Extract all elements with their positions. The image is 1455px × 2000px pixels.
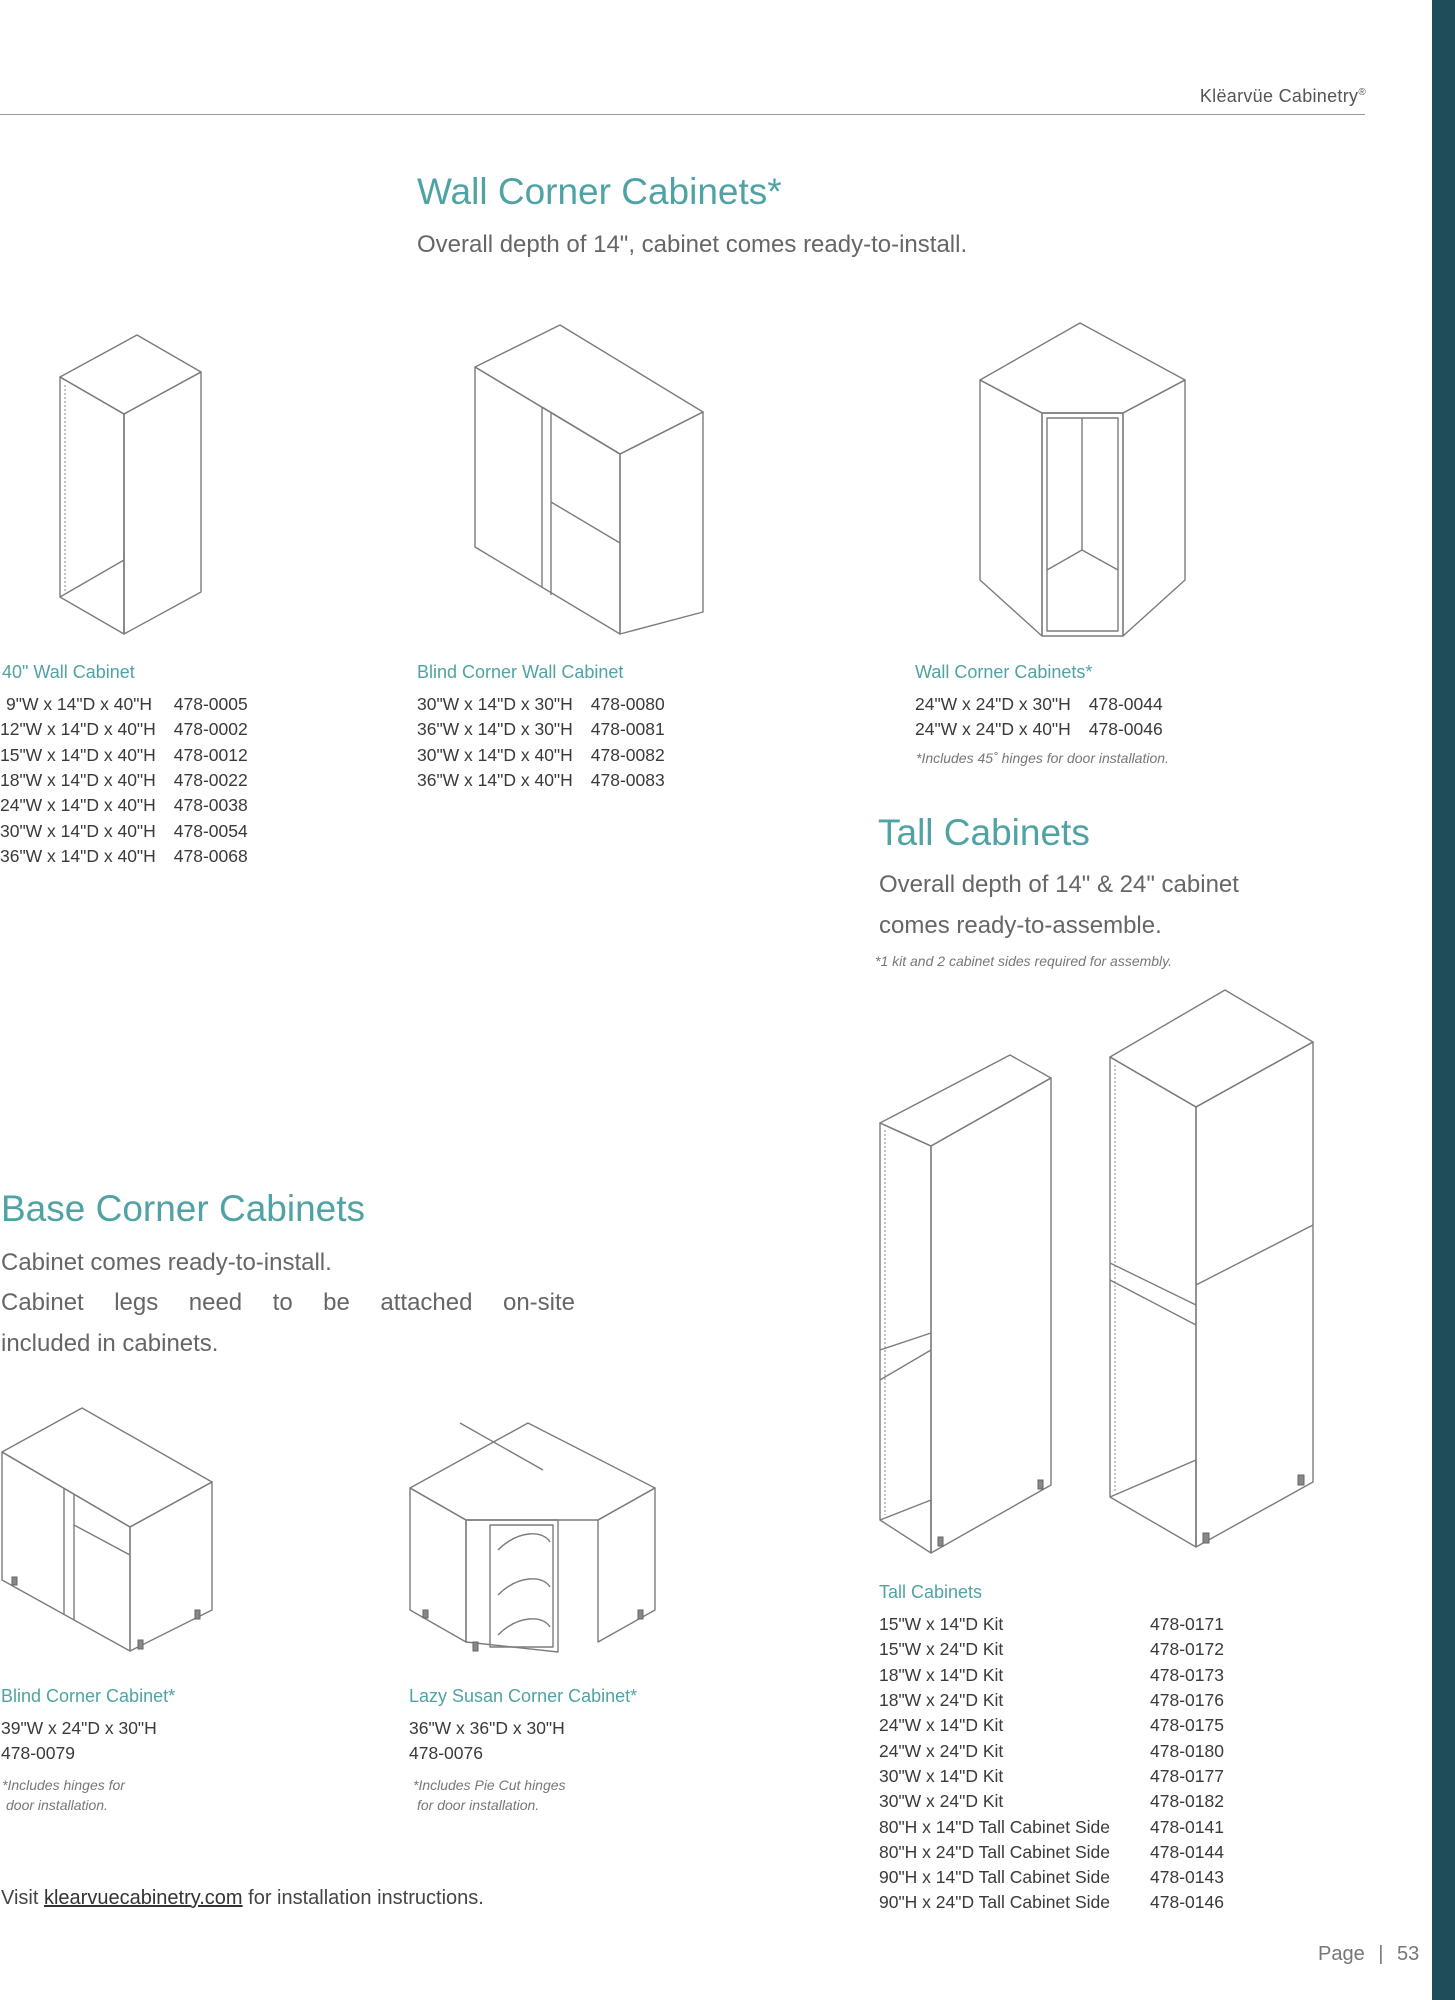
table-row: 24"W x 14"D x 40"H 478-0038 — [0, 795, 248, 816]
wall-corner-subtitle: Overall depth of 14", cabinet comes ready-to-install. — [417, 231, 968, 258]
table-row: 36"W x 14"D x 40"H 478-0068 — [0, 845, 248, 866]
blind-corner-base-illustration — [0, 1405, 220, 1655]
footer-suffix: for installation instructions. — [242, 1887, 484, 1909]
table-row: 30"W x 14"D x 40"H 478-0082 — [417, 744, 665, 765]
table-row: 36"W x 14"D x 30"H 478-0081 — [417, 719, 665, 740]
lazy-susan-illustration — [408, 1420, 658, 1660]
header-rule — [0, 114, 1365, 115]
base-corner-line-2: Cabinet legs need to be attached on-site — [1, 1289, 575, 1316]
base-corner-title: Base Corner Cabinets — [1, 1188, 366, 1229]
wall-corner-list-title: Wall Corner Cabinets* — [915, 662, 1093, 682]
wall-cabinet-40-illustration — [55, 330, 215, 640]
table-row: 15"W x 24"D Kit 478-0172 — [879, 1639, 1224, 1660]
wall-corner-illustration — [975, 318, 1195, 638]
tall-cabinet-14-illustration — [875, 1050, 1055, 1555]
website-link[interactable]: klearvuecabinetry.com — [43, 1887, 243, 1909]
blind-corner-wall-table — [417, 692, 683, 793]
tall-cabinets-title: Tall Cabinets — [878, 812, 1090, 853]
table-row: 24"W x 14"D Kit 478-0175 — [879, 1715, 1224, 1736]
tall-cabinets-subtitle-1: Overall depth of 14" & 24" cabinet — [879, 871, 1239, 898]
tall-cabinets-table — [879, 1612, 1242, 1916]
table-row: 90"H x 14"D Tall Cabinet Side 478-0143 — [879, 1867, 1224, 1888]
tall-cabinets-note: *1 kit and 2 cabinet sides required for assembly. — [875, 953, 1173, 969]
table-row: 15"W x 14"D Kit 478-0171 — [879, 1614, 1224, 1635]
blind-corner-base-size: 39"W x 24"D x 30"H — [1, 1718, 157, 1738]
table-row: 36"W x 14"D x 40"H 478-0083 — [417, 770, 665, 791]
page-edge-bar — [1432, 0, 1455, 2000]
page-label: Page — [1318, 1943, 1365, 1965]
table-row: 12"W x 14"D x 40"H 478-0002 — [0, 719, 248, 740]
base-corner-line-3: included in cabinets. — [1, 1330, 219, 1357]
wall-cabinet-40-table — [0, 692, 266, 869]
table-row: 24"W x 24"D x 40"H 478-0046 — [915, 719, 1163, 740]
table-row: 18"W x 24"D Kit 478-0176 — [879, 1690, 1224, 1711]
tall-cabinet-24-illustration — [1105, 985, 1320, 1550]
table-row: 30"W x 14"D x 40"H 478-0054 — [0, 820, 248, 841]
footer-prefix: Visit — [1, 1887, 44, 1909]
lazy-susan-size: 36"W x 36"D x 30"H — [409, 1718, 565, 1738]
blind-corner-wall-illustration — [470, 320, 710, 640]
blind-corner-base-title: Blind Corner Cabinet* — [1, 1686, 176, 1706]
table-row: 24"W x 24"D x 30"H 478-0044 — [915, 694, 1163, 715]
table-row: 15"W x 14"D x 40"H 478-0012 — [0, 744, 248, 765]
base-corner-line-1: Cabinet comes ready-to-install. — [1, 1249, 332, 1276]
lazy-susan-note-2: for door installation. — [417, 1797, 540, 1813]
table-row: 90"H x 24"D Tall Cabinet Side 478-0146 — [879, 1892, 1224, 1913]
footer-instructions — [1, 1887, 484, 1910]
page-separator: | — [1378, 1943, 1384, 1965]
lazy-susan-title: Lazy Susan Corner Cabinet* — [409, 1686, 638, 1706]
table-row: 30"W x 14"D x 30"H 478-0080 — [417, 694, 665, 715]
wall-cabinet-40-title: 40" Wall Cabinet — [2, 662, 135, 682]
blind-corner-base-note-2: door installation. — [6, 1797, 108, 1813]
table-row: 18"W x 14"D Kit 478-0173 — [879, 1664, 1224, 1685]
wall-corner-table — [915, 692, 1181, 743]
table-row: 30"W x 14"D Kit 478-0177 — [879, 1765, 1224, 1786]
table-row: 18"W x 14"D x 40"H 478-0022 — [0, 770, 248, 791]
page-number — [1318, 1943, 1419, 1966]
blind-corner-base-note-1: *Includes hinges for — [2, 1777, 125, 1793]
lazy-susan-sku: 478-0076 — [409, 1743, 483, 1763]
page-number-value: 53 — [1397, 1943, 1420, 1965]
table-row: 30"W x 24"D Kit 478-0182 — [879, 1791, 1224, 1812]
wall-corner-title: Wall Corner Cabinets* — [417, 171, 782, 212]
table-row: 24"W x 24"D Kit 478-0180 — [879, 1740, 1224, 1761]
wall-corner-note: *Includes 45˚ hinges for door installation. — [916, 750, 1169, 766]
brand-name: Klëarvüe Cabinetry® — [1199, 86, 1366, 106]
blind-corner-base-sku: 478-0079 — [1, 1743, 75, 1763]
table-row: 80"H x 24"D Tall Cabinet Side 478-0144 — [879, 1841, 1224, 1862]
table-row: 80"H x 14"D Tall Cabinet Side 478-0141 — [879, 1816, 1224, 1837]
tall-cabinets-subtitle-2: comes ready-to-assemble. — [879, 912, 1162, 939]
tall-cabinets-list-title: Tall Cabinets — [879, 1582, 983, 1602]
table-row: 9"W x 14"D x 40"H 478-0005 — [6, 694, 248, 715]
lazy-susan-note-1: *Includes Pie Cut hinges — [413, 1777, 566, 1793]
blind-corner-wall-title: Blind Corner Wall Cabinet — [417, 662, 624, 682]
